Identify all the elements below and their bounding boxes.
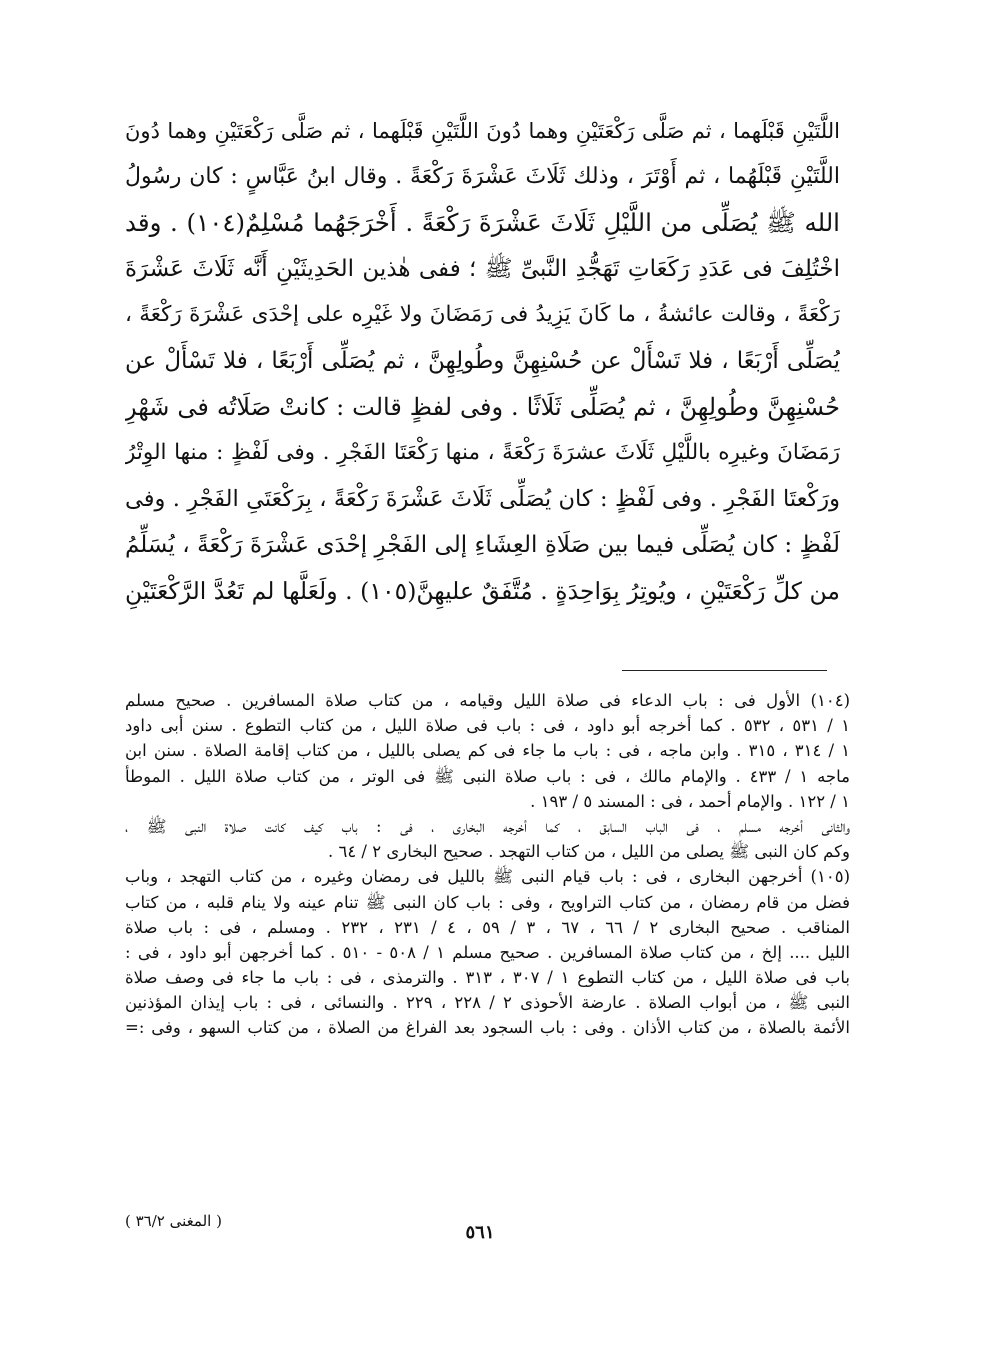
- main-text-line: لَفْظٍ : كان يُصَلِّى فيما بين صَلَاةِ العِشَاءِ إلى الفَجْرِ إحْدَى عَشْرَةَ رَكْعَةً ، يُسَلِّمُ: [125, 532, 840, 558]
- footnote-line: المناقب . صحيح البخارى ٢ / ٦٦ ، ٦٧ ، ٣ / ٥٩ ، ٤ / ٢٣١ ، ٢٣٢ . ومسلم ، فى : باب صلاة: [125, 917, 850, 937]
- footnote-line: باب فى صلاة الليل ، من كتاب التطوع ١ / ٣٠٧ ، ٣١٣ . والترمذى ، فى : باب ما جاء فى وصف صلاة: [125, 968, 850, 988]
- footnote-line: وكم كان النبى ﷺ يصلى من الليل ، من كتاب التهجد . صحيح البخارى ٢ / ٦٤ .: [327, 842, 850, 862]
- footnote-line: الليل .... إلخ ، من كتاب صلاة المسافرين . صحيح مسلم ١ / ٥٠٨ - ٥١٠ . كما أخرجهن أبو داود ، فى :: [125, 942, 850, 962]
- footnote-line: ١ / ٥٣١ ، ٥٣٢ . كما أخرجه أبو داود ، فى : باب فى صلاة الليل ، من كتاب التطوع . سنن أبى داود: [125, 716, 850, 736]
- footnote-line: ١ / ١٢٢ . والإمام أحمد ، فى : المسند ٥ / ١٩٣ .: [530, 791, 850, 811]
- footnote-line: ماجه ١ / ٤٣٣ . والإمام مالك ، فى : باب صلاة النبى ﷺ فى الوتر ، من كتاب صلاة الليل . الموطأ: [125, 766, 850, 786]
- footnote-line: (١٠٥) أخرجهن البخارى ، فى : باب قيام النبى ﷺ بالليل فى رمضان وغيره ، من كتاب التهجد ، وباب: [125, 867, 850, 887]
- main-text-line: الله ﷺ يُصَلِّى من اللَّيْلِ ثَلَاثَ عَشْرَةَ رَكْعَةً . أَخْرَجَهُما مُسْلِمٌ(١٠٤) . وقد: [125, 208, 840, 237]
- page-number: ٥٦١: [465, 1222, 495, 1243]
- source-reference: ( المغنى ٣٦/٢ ): [125, 1212, 222, 1230]
- main-text-line: رَمَضَانَ وغيرِه باللَّيْلِ ثَلَاثَ عشرَةَ رَكْعَةً ، منها رَكْعَتَا الفَجْرِ . وفى لَفْظٍ : منها الوِتْرُ: [125, 440, 840, 465]
- main-text-line: من كلِّ رَكْعَتَيْنِ ، ويُوتِرُ بِوَاحِدَةٍ . مُتَّفَقٌ عليهِنَّ(١٠٥) . ولَعَلَّها لم تَعُدَّ الرَّكْعَتَيْنِ: [125, 577, 840, 605]
- main-text-line: اللَّتَيْنِ قَبْلَهُما ، ثم أَوْتَرَ ، وذلك ثَلَاثَ عَشْرَةَ رَكْعَةً . وقال ابنُ عَبَّاسٍ : كان رسُولُ: [125, 164, 840, 189]
- footnote-line: فضل من قام رمضان ، من كتاب التراويح ، وفى : باب كان النبى ﷺ تنام عينه ولا ينام قلبه ، من كتاب: [125, 892, 850, 912]
- footnote-line: ١ / ٣١٤ ، ٣١٥ . وابن ماجه ، فى : باب ما جاء فى كم يصلى بالليل ، من كتاب إقامة الصلاة . سنن ابن: [125, 741, 850, 761]
- footnote-line: النبى ﷺ ، من أبواب الصلاة . عارضة الأحوذى ٢ / ٢٢٨ ، ٢٢٩ . والنسائى ، فى : باب إيذان المؤذنين: [125, 993, 850, 1013]
- main-text-line: رَكْعَةً ، وقالت عائشةُ ، ما كَانَ يَزِيدُ فى رَمَضَانَ ولا غَيْرِه على إحْدَى عَشْرَةَ رَكْعَةً ،: [125, 302, 840, 327]
- main-body-text: [125, 108, 840, 614]
- footnote-line: (١٠٤) الأول فى : باب الدعاء فى صلاة الليل وقيامه ، من كتاب صلاة المسافرين . صحيح مسلم: [125, 691, 850, 710]
- footnote-line: الأئمة بالصلاة ، من كتاب الأذان . وفى : باب السجود بعد الفراغ من الصلاة ، من كتاب السهو ، وفى :=: [125, 1018, 850, 1038]
- main-text-line: اللَّتَيْنِ قَبْلَهما ، ثم صَلَّى رَكْعَتَيْنِ وهما دُونَ اللَّتَيْنِ قَبْلَهما ، ثم صَلَّى رَكْعَتَيْنِ وهما دُونَ: [125, 119, 840, 143]
- footnote-line: والثانى أخرجه مسلم ، فى الباب السابق ، كما أخرجه البخارى ، فى : باب كيف كانت صلاة النبى ﷺ ،: [125, 816, 850, 836]
- main-text-line: حُسْنِهِنَّ وطُولِهِنَّ ، ثم يُصَلِّى ثَلَاثًا . وفى لفظٍ قالت : كانتْ صَلَاتُه فى شَهْرِ: [125, 393, 840, 421]
- footnotes: [125, 688, 850, 1041]
- main-text-line: يُصَلِّى أَرْبَعًا ، فلا تَسْأَلْ عن حُسْنِهِنَّ وطُولِهِنَّ ، ثم يُصَلِّى أَرْبَعًا ، فلا تَسْأَلْ عن: [125, 348, 840, 374]
- footnote-separator: [622, 670, 827, 671]
- main-text-line: اخْتُلِفَ فى عَدَدِ رَكَعَاتِ تَهَجُّدِ النَّبىِّ ﷺ ؛ ففى هٰذين الحَدِيثَيْنِ أَنَّه ثَلَاثَ عَشْرَةَ: [125, 256, 840, 282]
- main-text-line: ورَكْعتَا الفَجْرِ . وفى لَفْظٍ : كان يُصَلِّى ثَلَاثَ عَشْرَةَ رَكْعَةً ، بِرَكْعَتَىِ الفَجْرِ . وفى: [125, 486, 840, 512]
